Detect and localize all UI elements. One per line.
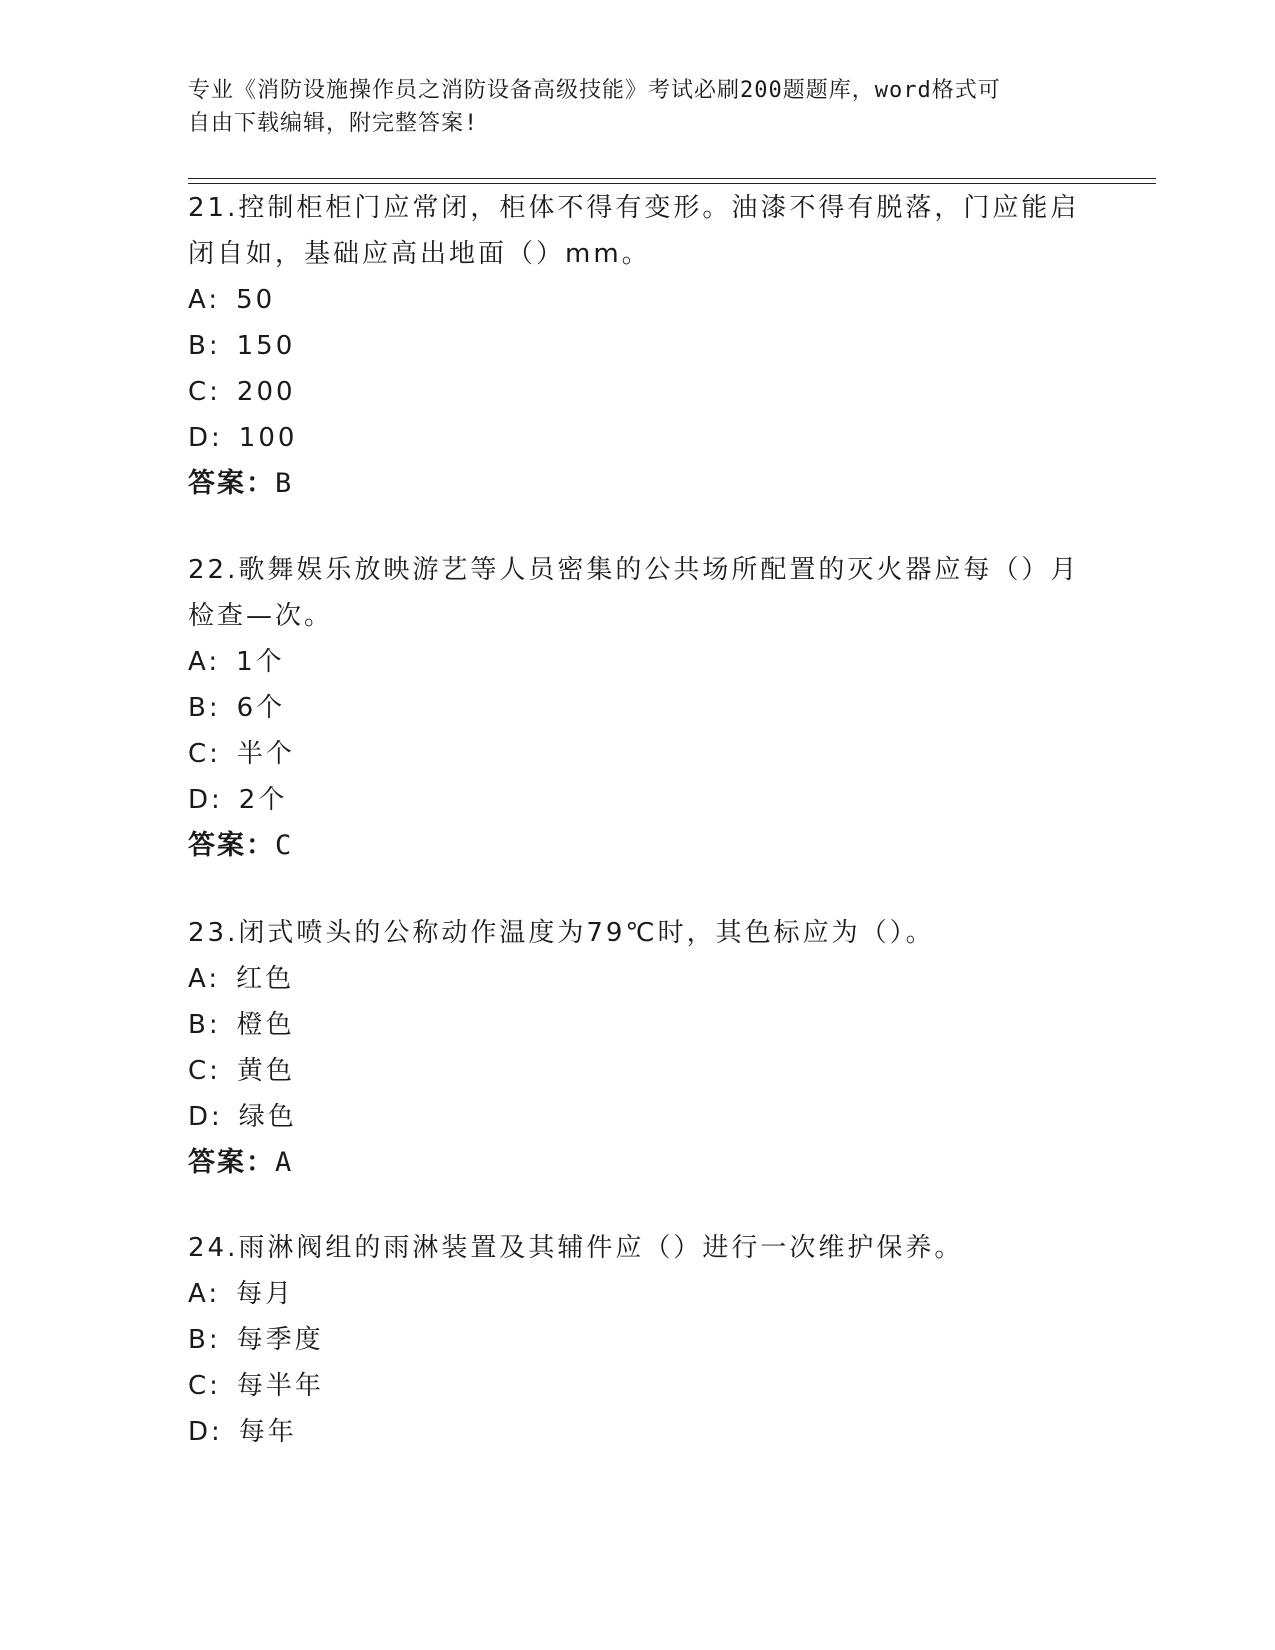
option-text: 每季度 bbox=[236, 1325, 324, 1355]
option-c bbox=[188, 731, 1088, 777]
option-text: 黄色 bbox=[236, 1056, 295, 1086]
option-text: 半个 bbox=[236, 739, 295, 769]
header-line-2: 自由下载编辑，附完整答案! bbox=[188, 111, 479, 136]
option-key: B: bbox=[188, 693, 221, 723]
option-key: A: bbox=[188, 964, 221, 994]
option-key: C: bbox=[188, 377, 221, 407]
option-key: A: bbox=[188, 647, 221, 677]
option-text: 红色 bbox=[236, 964, 295, 994]
header-divider-bottom bbox=[188, 183, 1156, 184]
question-stem-line-1: 24.雨淋阀组的雨淋装置及其辅件应（）进行一次维护保养。 bbox=[188, 1233, 964, 1263]
option-key: A: bbox=[188, 285, 221, 315]
answer bbox=[188, 823, 1088, 869]
option-d bbox=[188, 777, 1088, 823]
option-text: 每半年 bbox=[236, 1371, 324, 1401]
question-stem-line-2: 检查—次。 bbox=[188, 601, 334, 631]
option-text: 绿色 bbox=[238, 1102, 297, 1132]
answer-label: 答案： bbox=[188, 830, 275, 861]
option-a bbox=[188, 639, 1088, 685]
option-d bbox=[188, 415, 1088, 461]
option-text: 每月 bbox=[236, 1279, 295, 1309]
option-b bbox=[188, 323, 1088, 369]
option-a bbox=[188, 956, 1088, 1002]
option-key: C: bbox=[188, 739, 221, 769]
option-text: 2个 bbox=[238, 785, 288, 815]
option-text: 6个 bbox=[236, 693, 286, 723]
option-key: B: bbox=[188, 1010, 221, 1040]
option-c bbox=[188, 1363, 1088, 1409]
question-stem-line-2: 闭自如，基础应高出地面（）mm。 bbox=[188, 239, 651, 269]
option-a bbox=[188, 1271, 1088, 1317]
question-24 bbox=[188, 1225, 1088, 1455]
answer bbox=[188, 461, 1088, 507]
option-text: 每年 bbox=[238, 1417, 297, 1447]
option-key: A: bbox=[188, 1279, 221, 1309]
option-a bbox=[188, 277, 1088, 323]
option-text: 150 bbox=[236, 331, 296, 361]
answer-value: B bbox=[275, 468, 294, 499]
option-c bbox=[188, 369, 1088, 415]
option-b bbox=[188, 1317, 1088, 1363]
option-text: 50 bbox=[236, 285, 276, 315]
option-d bbox=[188, 1094, 1088, 1140]
header-line-1: 专业《消防设施操作员之消防设备高级技能》考试必刷200题题库，word格式可 bbox=[188, 78, 1001, 103]
option-text: 100 bbox=[238, 423, 298, 453]
question-stem-line-1: 21.控制柜柜门应常闭，柜体不得有变形。油漆不得有脱落，门应能启 bbox=[188, 193, 1080, 223]
question-23 bbox=[188, 910, 1088, 1186]
question-21 bbox=[188, 185, 1088, 507]
question-22 bbox=[188, 547, 1088, 869]
answer-label: 答案： bbox=[188, 1147, 275, 1178]
option-b bbox=[188, 1002, 1088, 1048]
option-text: 橙色 bbox=[236, 1010, 295, 1040]
option-b bbox=[188, 685, 1088, 731]
answer bbox=[188, 1140, 1088, 1186]
option-key: D: bbox=[188, 1417, 223, 1447]
question-stem-line-1: 22.歌舞娱乐放映游艺等人员密集的公共场所配置的灭火器应每（）月 bbox=[188, 555, 1080, 585]
option-key: B: bbox=[188, 1325, 221, 1355]
answer-label: 答案： bbox=[188, 468, 275, 499]
question-stem-line-1: 23.闭式喷头的公称动作温度为79℃时，其色标应为（）。 bbox=[188, 918, 935, 948]
answer-value: C bbox=[275, 830, 294, 861]
document-header bbox=[188, 74, 1068, 140]
option-key: C: bbox=[188, 1371, 221, 1401]
option-key: C: bbox=[188, 1056, 221, 1086]
option-text: 1个 bbox=[236, 647, 285, 677]
option-key: D: bbox=[188, 1102, 223, 1132]
header-divider-top bbox=[188, 178, 1156, 179]
option-d bbox=[188, 1409, 1088, 1455]
answer-value: A bbox=[275, 1147, 294, 1178]
option-key: D: bbox=[188, 785, 223, 815]
option-c bbox=[188, 1048, 1088, 1094]
option-text: 200 bbox=[236, 377, 296, 407]
option-key: B: bbox=[188, 331, 221, 361]
option-key: D: bbox=[188, 423, 223, 453]
